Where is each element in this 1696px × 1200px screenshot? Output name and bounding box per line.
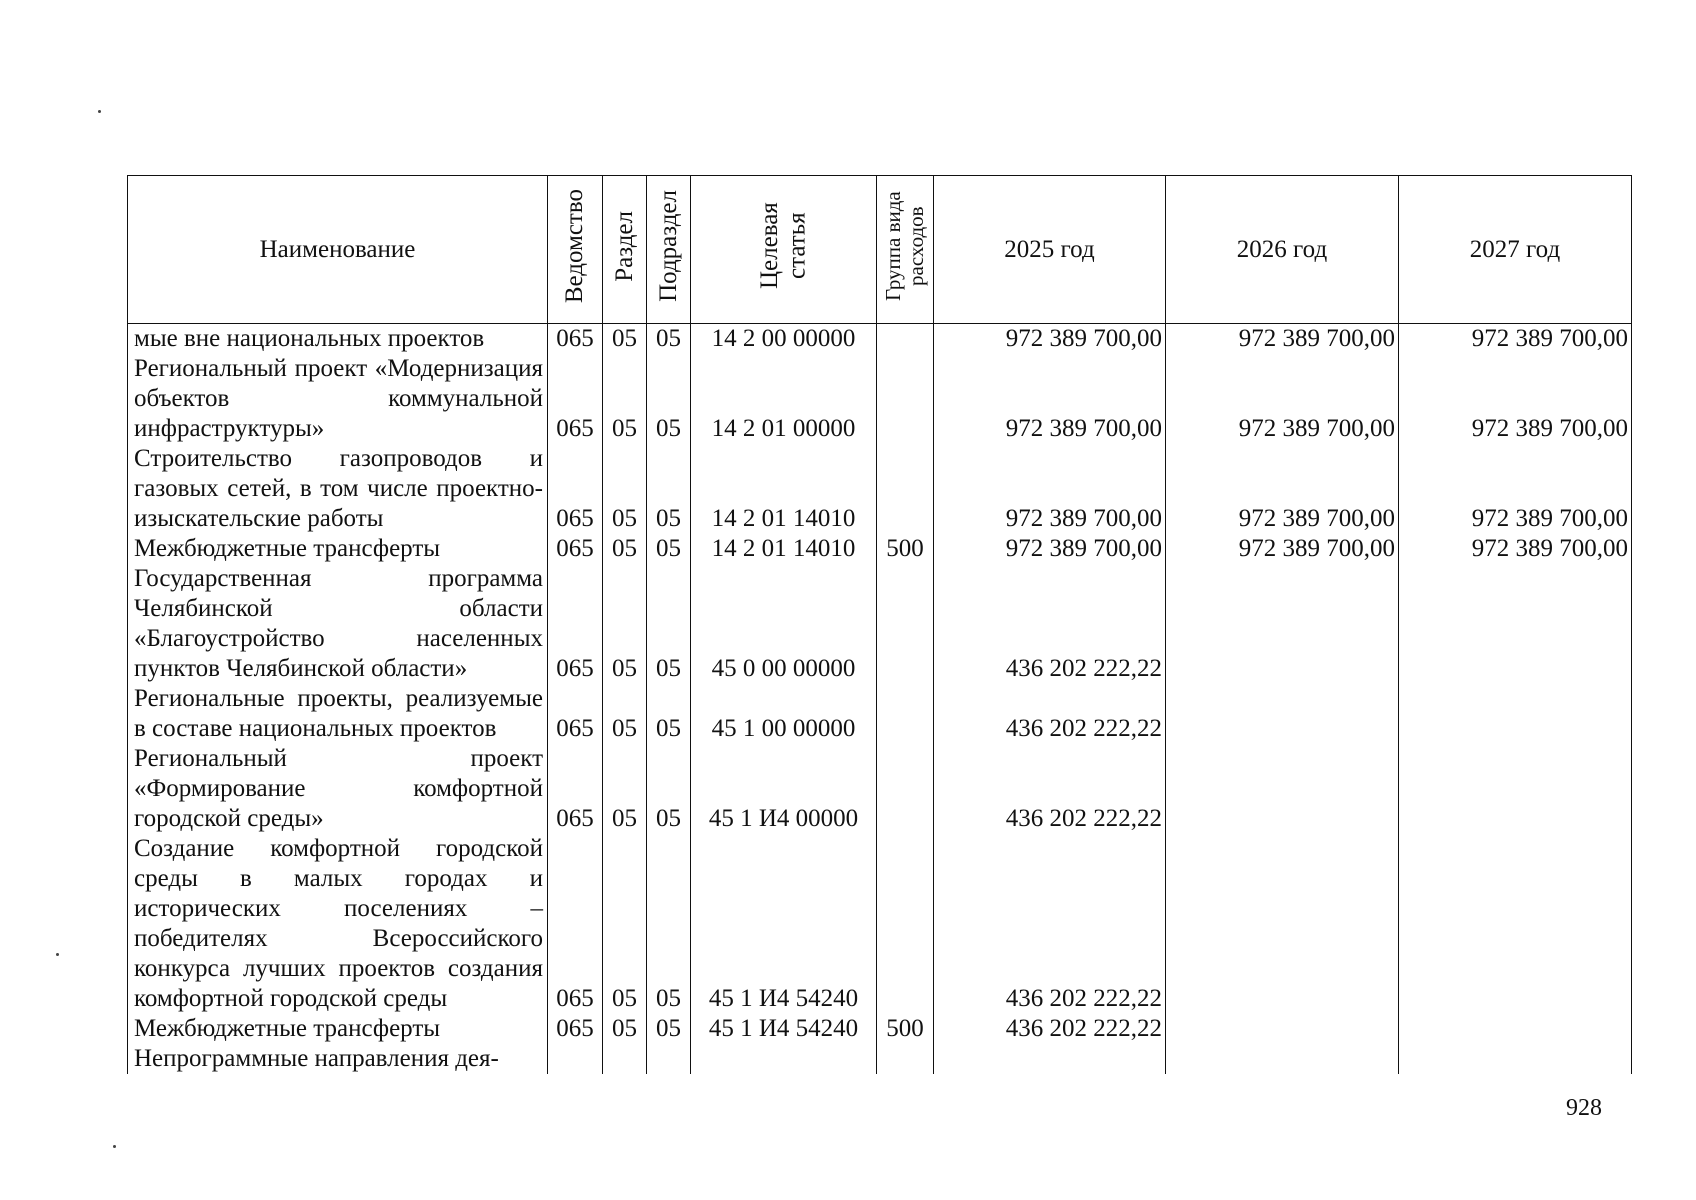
cell-2026: 972 389 700,00 bbox=[1166, 324, 1399, 355]
cell-gruppa bbox=[877, 354, 934, 444]
cell-vedomstvo: 065 bbox=[548, 684, 603, 744]
cell-gruppa bbox=[877, 1044, 934, 1074]
cell-name: мые вне национальных проектов bbox=[128, 324, 548, 355]
cell-2027: 972 389 700,00 bbox=[1399, 534, 1632, 564]
cell-name: Региональный проект «Модернизация объектов коммунальной инфраструктуры» bbox=[128, 354, 548, 444]
cell-2027: 972 389 700,00 bbox=[1399, 354, 1632, 444]
cell-tselevaya: 14 2 01 14010 bbox=[691, 534, 877, 564]
cell-vedomstvo: 065 bbox=[548, 744, 603, 834]
cell-2026: 972 389 700,00 bbox=[1166, 354, 1399, 444]
cell-podrazdel: 05 bbox=[647, 834, 691, 1014]
cell-vedomstvo bbox=[548, 1044, 603, 1074]
cell-2027 bbox=[1399, 564, 1632, 684]
header-vedomstvo: Ведомство bbox=[548, 176, 603, 324]
header-2026: 2026 год bbox=[1166, 176, 1399, 324]
scan-speck bbox=[113, 1145, 116, 1148]
cell-vedomstvo: 065 bbox=[548, 354, 603, 444]
table-row bbox=[128, 834, 1632, 1014]
cell-tselevaya: 14 2 01 00000 bbox=[691, 354, 877, 444]
scan-speck bbox=[98, 110, 101, 113]
cell-razdel: 05 bbox=[603, 354, 647, 444]
header-razdel: Раздел bbox=[603, 176, 647, 324]
cell-podrazdel: 05 bbox=[647, 564, 691, 684]
cell-vedomstvo: 065 bbox=[548, 1014, 603, 1044]
cell-gruppa bbox=[877, 444, 934, 534]
header-tselevaya: Целевая статья bbox=[691, 176, 877, 324]
cell-razdel: 05 bbox=[603, 684, 647, 744]
cell-podrazdel bbox=[647, 1044, 691, 1074]
cell-name: Строительство газопроводов и газовых сетей, в том числе проектно-изыскательские работы bbox=[128, 444, 548, 534]
cell-2027 bbox=[1399, 684, 1632, 744]
cell-vedomstvo: 065 bbox=[548, 564, 603, 684]
cell-vedomstvo: 065 bbox=[548, 324, 603, 355]
cell-podrazdel: 05 bbox=[647, 354, 691, 444]
table-row bbox=[128, 324, 1632, 355]
cell-name: Межбюджетные трансферты bbox=[128, 1014, 548, 1044]
cell-2027 bbox=[1399, 1044, 1632, 1074]
cell-2026 bbox=[1166, 564, 1399, 684]
table-row bbox=[128, 564, 1632, 684]
cell-2026: 972 389 700,00 bbox=[1166, 534, 1399, 564]
table-row bbox=[128, 354, 1632, 444]
cell-2026 bbox=[1166, 684, 1399, 744]
cell-podrazdel: 05 bbox=[647, 324, 691, 355]
cell-2025: 972 389 700,00 bbox=[934, 444, 1166, 534]
cell-razdel: 05 bbox=[603, 534, 647, 564]
table-row bbox=[128, 444, 1632, 534]
cell-2027 bbox=[1399, 1014, 1632, 1044]
cell-vedomstvo: 065 bbox=[548, 444, 603, 534]
cell-gruppa bbox=[877, 564, 934, 684]
cell-podrazdel: 05 bbox=[647, 744, 691, 834]
cell-2025: 972 389 700,00 bbox=[934, 534, 1166, 564]
cell-2027: 972 389 700,00 bbox=[1399, 324, 1632, 355]
cell-tselevaya bbox=[691, 1044, 877, 1074]
cell-2026 bbox=[1166, 744, 1399, 834]
table-row bbox=[128, 744, 1632, 834]
cell-2026 bbox=[1166, 834, 1399, 1014]
cell-razdel: 05 bbox=[603, 564, 647, 684]
cell-podrazdel: 05 bbox=[647, 1014, 691, 1044]
cell-2025: 436 202 222,22 bbox=[934, 744, 1166, 834]
cell-2025: 972 389 700,00 bbox=[934, 324, 1166, 355]
cell-razdel: 05 bbox=[603, 444, 647, 534]
header-2027: 2027 год bbox=[1399, 176, 1632, 324]
cell-2025 bbox=[934, 1044, 1166, 1074]
cell-podrazdel: 05 bbox=[647, 684, 691, 744]
cell-name: Непрограммные направления дея- bbox=[128, 1044, 548, 1074]
cell-name: Создание комфортной городской среды в малых городах и исторических поселениях – победителях Всероссийского конкурса лучших проектов создания комфортной городской среды bbox=[128, 834, 548, 1014]
header-2025: 2025 год bbox=[934, 176, 1166, 324]
cell-podrazdel: 05 bbox=[647, 534, 691, 564]
cell-tselevaya: 45 0 00 00000 bbox=[691, 564, 877, 684]
cell-2025: 436 202 222,22 bbox=[934, 564, 1166, 684]
cell-gruppa bbox=[877, 744, 934, 834]
table-row bbox=[128, 1044, 1632, 1074]
cell-tselevaya: 14 2 00 00000 bbox=[691, 324, 877, 355]
cell-tselevaya: 45 1 И4 54240 bbox=[691, 1014, 877, 1044]
cell-tselevaya: 45 1 И4 00000 bbox=[691, 744, 877, 834]
cell-razdel: 05 bbox=[603, 834, 647, 1014]
cell-2025: 436 202 222,22 bbox=[934, 1014, 1166, 1044]
cell-2026 bbox=[1166, 1014, 1399, 1044]
cell-gruppa: 500 bbox=[877, 1014, 934, 1044]
cell-tselevaya: 45 1 00 00000 bbox=[691, 684, 877, 744]
cell-name: Межбюджетные трансферты bbox=[128, 534, 548, 564]
cell-gruppa bbox=[877, 324, 934, 355]
page-number: 928 bbox=[1566, 1095, 1602, 1121]
cell-vedomstvo: 065 bbox=[548, 534, 603, 564]
header-podrazdel: Подраздел bbox=[647, 176, 691, 324]
cell-name: Региональные проекты, реализуемые в составе национальных проектов bbox=[128, 684, 548, 744]
cell-2027 bbox=[1399, 834, 1632, 1014]
table-row bbox=[128, 1014, 1632, 1044]
cell-2026 bbox=[1166, 1044, 1399, 1074]
cell-razdel: 05 bbox=[603, 324, 647, 355]
cell-2025: 972 389 700,00 bbox=[934, 354, 1166, 444]
header-name: Наименование bbox=[128, 176, 548, 324]
cell-vedomstvo: 065 bbox=[548, 834, 603, 1014]
cell-tselevaya: 45 1 И4 54240 bbox=[691, 834, 877, 1014]
cell-name: Государственная программа Челябинской области «Благоустройство населенных пунктов Челябинской области» bbox=[128, 564, 548, 684]
table-row bbox=[128, 684, 1632, 744]
cell-name: Региональный проект «Формирование комфортной городской среды» bbox=[128, 744, 548, 834]
cell-2025: 436 202 222,22 bbox=[934, 834, 1166, 1014]
budget-table bbox=[127, 175, 1632, 1074]
cell-razdel: 05 bbox=[603, 744, 647, 834]
header-gruppa: Группа вида расходов bbox=[877, 176, 934, 324]
cell-gruppa bbox=[877, 834, 934, 1014]
cell-2027 bbox=[1399, 744, 1632, 834]
table-row bbox=[128, 534, 1632, 564]
cell-gruppa bbox=[877, 684, 934, 744]
cell-tselevaya: 14 2 01 14010 bbox=[691, 444, 877, 534]
cell-2026: 972 389 700,00 bbox=[1166, 444, 1399, 534]
scan-speck bbox=[56, 953, 59, 956]
cell-gruppa: 500 bbox=[877, 534, 934, 564]
cell-2025: 436 202 222,22 bbox=[934, 684, 1166, 744]
header-row bbox=[128, 176, 1632, 324]
cell-2027: 972 389 700,00 bbox=[1399, 444, 1632, 534]
cell-razdel: 05 bbox=[603, 1014, 647, 1044]
cell-razdel bbox=[603, 1044, 647, 1074]
cell-podrazdel: 05 bbox=[647, 444, 691, 534]
